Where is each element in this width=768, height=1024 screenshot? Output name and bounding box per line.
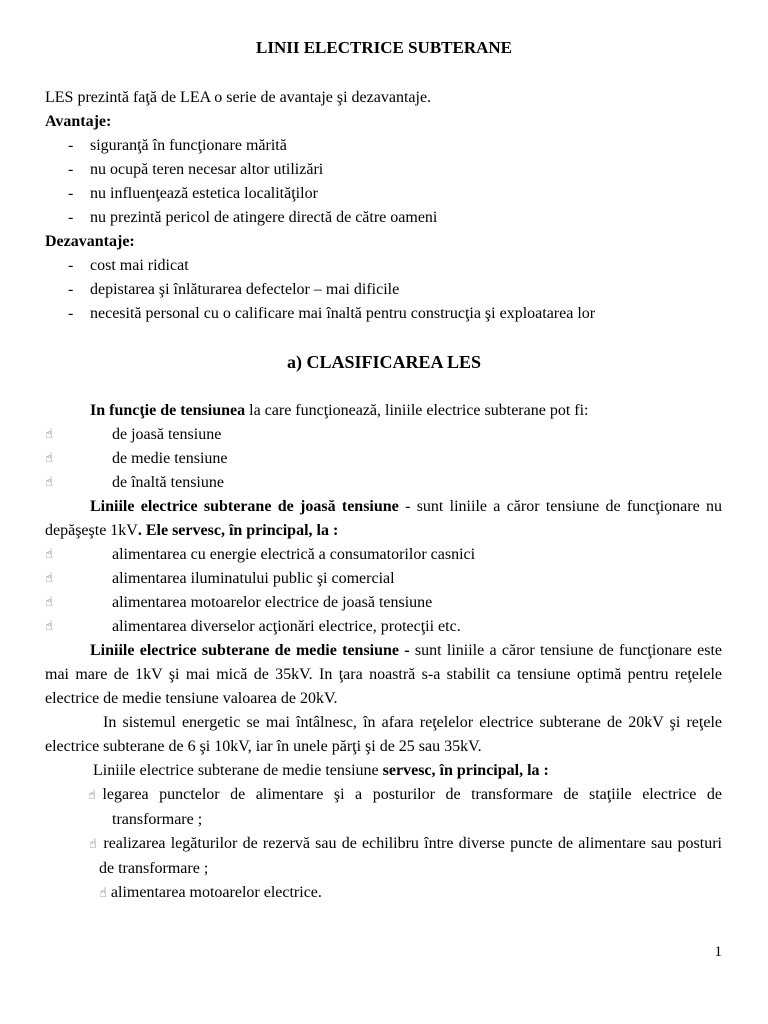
- advantages-heading: Avantaje:: [45, 113, 112, 130]
- advantages-list: [45, 134, 722, 230]
- list-item: [45, 832, 722, 881]
- voltage-intro-text: la care funcţionează, liniile electrice subterane pot fi:: [245, 402, 589, 419]
- voltage-intro-paragraph: [45, 399, 722, 423]
- list-item: [45, 881, 722, 906]
- pointing-hand-icon: ☝: [88, 788, 103, 803]
- intro-section: [45, 86, 722, 326]
- low-voltage-uses-list: [45, 543, 722, 639]
- medium-voltage-paragraph: [45, 639, 722, 711]
- pointing-hand-icon: ☝: [45, 571, 53, 586]
- medium-voltage-uses-intro: [45, 759, 722, 783]
- low-voltage-term: Liniile electrice subterane de joasă tensiune: [90, 498, 399, 515]
- list-item: [45, 447, 722, 471]
- low-voltage-definition: - sunt liniile a căror tensiune de funcţionare nu depăşeşte 1kV: [45, 498, 723, 539]
- medium-voltage-definition: sunt liniile a căror tensiune de funcţionare este mai mare de 1kV şi mai mică de 35kV. In ţara noastră s-a stabilit ca tensiune optimă pentru reţelele electrice de medie tensiune valoarea de 20kV.: [45, 642, 723, 707]
- pointing-hand-icon: ☝: [45, 619, 53, 634]
- list-item-text: de medie tensiune: [112, 450, 228, 467]
- disadvantages-heading: Dezavantaje:: [45, 233, 135, 250]
- pointing-hand-icon: ☝: [45, 475, 53, 490]
- low-voltage-uses-intro: . Ele servesc, în principal, la :: [137, 522, 339, 539]
- list-item: [45, 567, 722, 591]
- medium-voltage-uses-bold: servesc, în principal, la :: [382, 762, 549, 779]
- list-item-text: alimentarea motoarelor electrice de joasă tensiune: [112, 594, 433, 611]
- list-item: - cost mai ridicat: [45, 254, 722, 278]
- voltage-intro-bold: In funcţie de tensiunea: [90, 402, 246, 419]
- classification-section: [45, 399, 722, 906]
- list-item-text: de joasă tensiune: [112, 426, 222, 443]
- list-item: [45, 615, 722, 639]
- list-item-text: alimentarea cu energie electrică a consumatorilor casnici: [112, 546, 476, 563]
- pointing-hand-icon: ☝: [45, 595, 53, 610]
- medium-voltage-term: Liniile electrice subterane de medie tensiune -: [90, 642, 410, 659]
- list-item: [45, 543, 722, 567]
- list-item-text: legarea punctelor de alimentare şi a posturilor de transformare de staţiile electrice de transformare ;: [102, 786, 723, 828]
- pointing-hand-icon: ☝: [45, 427, 53, 442]
- intro-paragraph: LES prezintă faţă de LEA o serie de avantaje şi dezavantaje.: [45, 89, 432, 106]
- voltage-types-list: [45, 423, 722, 495]
- medium-voltage-uses-text: Liniile electrice subterane de medie tensiune: [93, 762, 383, 779]
- pointing-hand-icon: ☝: [89, 837, 99, 852]
- medium-voltage-paragraph-2: In sistemul energetic se mai întâlnesc, în afara reţelelor electrice subterane de 20kV şi reţele electrice subterane de 6 şi 10kV, iar în unele părţi şi de 25 sau 35kV.: [45, 714, 722, 755]
- list-item-text: realizarea legăturilor de rezervă sau de echilibru între diverse puncte de alimentare sau posturi de transformare ;: [99, 835, 722, 877]
- list-item-text: alimentarea iluminatului public şi comercial: [112, 570, 395, 587]
- list-item: [45, 423, 722, 447]
- disadvantages-list: [45, 254, 722, 326]
- list-item-text: de înaltă tensiune: [112, 474, 224, 491]
- list-item: - necesită personal cu o calificare mai înaltă pentru construcţia şi exploatarea lor: [45, 302, 722, 326]
- pointing-hand-icon: ☝: [45, 547, 53, 562]
- list-item: - nu prezintă pericol de atingere directă de către oameni: [45, 206, 722, 230]
- list-item: [45, 783, 722, 832]
- list-item: [45, 471, 722, 495]
- list-item: - depistarea şi înlăturarea defectelor – mai dificile: [45, 278, 722, 302]
- page-number: 1: [714, 944, 722, 960]
- pointing-hand-icon: ☝: [45, 451, 53, 466]
- list-item: [45, 591, 722, 615]
- pointing-hand-icon: ☝: [99, 886, 107, 901]
- list-item-text: alimentarea diverselor acţionări electrice, protecţii etc.: [112, 618, 461, 635]
- list-item: - nu influenţează estetica localităţilor: [45, 182, 722, 206]
- list-item: - nu ocupă teren necesar altor utilizări: [45, 158, 722, 182]
- low-voltage-paragraph: [45, 495, 722, 543]
- document-title: LINII ELECTRICE SUBTERANE: [255, 38, 513, 57]
- list-item: - siguranţă în funcţionare mărită: [45, 134, 722, 158]
- section-heading: a) CLASIFICAREA LES: [286, 352, 482, 372]
- list-item-text: alimentarea motoarelor electrice.: [110, 884, 322, 901]
